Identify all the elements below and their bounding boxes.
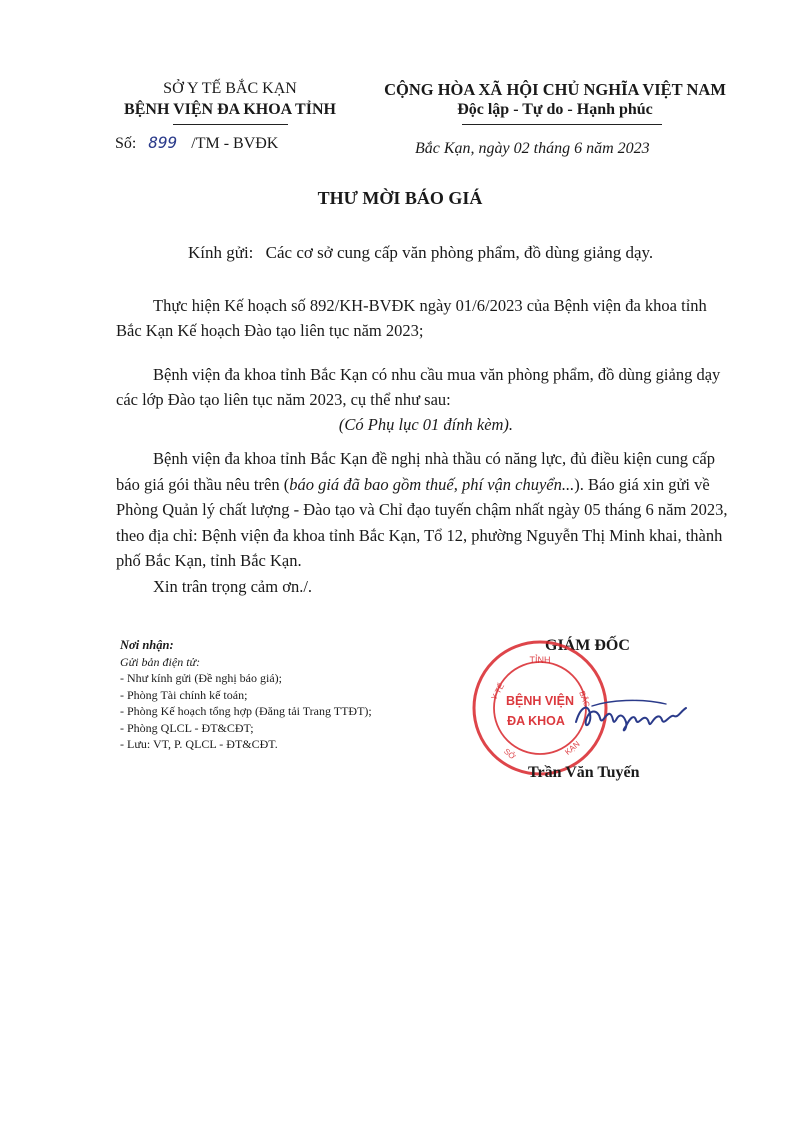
- list-item: - Như kính gửi (Đề nghị báo giá);: [120, 671, 282, 685]
- recipients-heading: Nơi nhận:: [120, 638, 174, 652]
- list-item: - Phòng QLCL - ĐT&CĐT;: [120, 720, 254, 735]
- stamp-text-line2: ĐA KHOA: [507, 714, 565, 728]
- request-text-start: Bệnh viện đa khoa tỉnh Bắc Kạn đề nghị nhà thầu có năng lực, đủ điều kiện cung cấp báo giá gói thầu nêu trên (: [116, 449, 715, 494]
- list-item: - Phòng Kế hoạch tổng hợp (Đăng tải Trang TTĐT);: [120, 704, 372, 718]
- hospital-name: BỆNH VIỆN ĐA KHOA TỈNH: [124, 101, 336, 118]
- hospital-underline: [173, 124, 288, 125]
- document-number: [115, 133, 278, 153]
- handwritten-signature-icon: [570, 690, 690, 740]
- request-text-italic: báo giá đã bao gồm thuế, phí vận chuyển...: [289, 474, 575, 494]
- closing-thanks: Xin trân trọng cảm ơn./.: [153, 576, 313, 596]
- paragraph-plan: [116, 293, 736, 343]
- svg-text:BẮC: BẮC: [577, 689, 592, 709]
- recipients-subheading: Gửi bản điện tử:: [120, 654, 201, 669]
- greeting-label: Kính gửi:: [188, 243, 254, 262]
- svg-text:Y TẾ: Y TẾ: [489, 681, 507, 702]
- request-text-end: ). Báo giá xin gửi về Phòng Quản lý chất lượng - Đào tạo và Chỉ đạo tuyến chậm nhất ngày 05 tháng 6 năm 2023, theo địa chỉ: Bệnh viện đa khoa tỉnh Bắc Kạn, Tổ 12, phường Nguyễn Thị Minh khai, thành phố Bắc Kạn, tỉnh Bắc Kạn.: [116, 474, 728, 570]
- svg-text:KẠN: KẠN: [563, 739, 582, 757]
- paragraph-need-text: Bệnh viện đa khoa tỉnh Bắc Kạn có nhu cầu mua văn phòng phẩm, đồ dùng giảng dạy các lớp Đào tạo liên tục năm 2023, cụ thể như sau:: [116, 365, 721, 409]
- recipients-block: [120, 637, 460, 753]
- date-line: Bắc Kạn, ngày 02 tháng 6 năm 2023: [415, 140, 650, 157]
- appendix-note: (Có Phụ lục 01 đính kèm).: [338, 415, 514, 434]
- doc-number-prefix: Số:: [115, 135, 137, 152]
- signer-position: GIÁM ĐỐC: [545, 637, 630, 654]
- page-title: THƯ MỜI BÁO GIÁ: [317, 188, 483, 208]
- motto: Độc lập - Tự do - Hạnh phúc: [457, 101, 653, 118]
- list-item: - Lưu: VT, P. QLCL - ĐT&CĐT.: [120, 737, 278, 751]
- doc-number-handwritten: 899: [148, 133, 178, 152]
- svg-text:SỞ: SỞ: [502, 746, 518, 762]
- country-name: CỘNG HÒA XÃ HỘI CHỦ NGHĨA VIỆT NAM: [384, 80, 726, 99]
- list-item: - Phòng Tài chính kế toán;: [120, 687, 248, 702]
- motto-underline: [462, 124, 662, 125]
- agency-name: SỞ Y TẾ BẮC KẠN: [163, 80, 297, 97]
- paragraph-need: [116, 362, 736, 437]
- paragraph-plan-text: Thực hiện Kế hoạch số 892/KH-BVĐK ngày 01/6/2023 của Bệnh viện đa khoa tỉnh Bắc Kạn Kế hoạch Đào tạo liên tục năm 2023;: [116, 296, 707, 340]
- signer-name: Trần Văn Tuyến: [528, 764, 640, 781]
- doc-number-suffix: /TM - BVĐK: [191, 135, 279, 152]
- greeting-recipient: Các cơ sở cung cấp văn phòng phẩm, đồ dùng giảng dạy.: [265, 243, 654, 262]
- greeting: [188, 243, 653, 263]
- svg-text:TỈNH: TỈNH: [529, 655, 551, 665]
- stamp-text-line1: BỆNH VIỆN: [505, 694, 575, 708]
- paragraph-request: [116, 446, 736, 599]
